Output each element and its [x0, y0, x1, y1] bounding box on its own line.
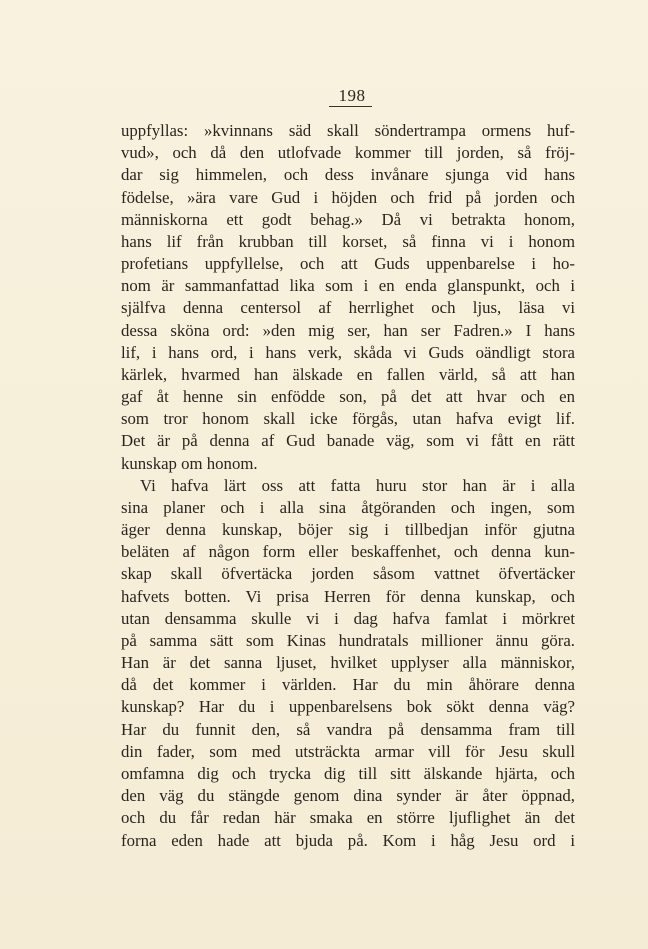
text-line: den väg du stängde genom dina synder är åter öppnad, — [121, 786, 575, 806]
text-line: själfva denna centersol af herrlighet och ljus, läsa vi — [121, 298, 575, 318]
text-line: äger denna kunskap, böjer sig i tillbedjan inför gjutna — [121, 520, 575, 540]
text-line: födelse, »ära vare Gud i höjden och frid på jorden och — [121, 187, 575, 207]
text-line: Det är på denna af Gud banade väg, som vi fått en rätt — [121, 431, 575, 451]
text-line: kärlek, hvarmed han älskade en fallen värld, så att han — [121, 364, 575, 384]
page-number-rule — [329, 106, 372, 107]
text-line: hans lif från krubban till korset, så finna vi i honom — [121, 231, 575, 251]
text-line: lif, i hans ord, i hans verk, skåda vi Guds oändligt stora — [121, 342, 575, 362]
text-line: vud», och då den utlofvade kommer till jorden, så fröj- — [121, 143, 575, 163]
text-line: utan densamma skulle vi i dag hafva famlat i mörkret — [121, 608, 575, 628]
text-line: din fader, som med utsträckta armar vill för Jesu skull — [121, 741, 575, 761]
text-line: och du får redan här smaka en större ljuflighet än det — [121, 808, 575, 828]
text-line: beläten af någon form eller beskaffenhet, och denna kun- — [121, 542, 575, 562]
text-line: forna eden hade att bjuda på. Kom i håg Jesu ord i — [121, 830, 575, 850]
text-line: sina planer och i alla sina åtgöranden och ingen, som — [121, 497, 575, 517]
text-line: skap skall öfvertäcka jorden såsom vattnet öfvertäcker — [121, 564, 575, 584]
text-line: nom är sammanfattad lika som i en enda glanspunkt, och i — [121, 276, 575, 296]
text-line: gaf åt henne sin enfödde son, på det att hvar och en — [121, 387, 575, 407]
body-text — [121, 120, 575, 852]
text-line: profetians uppfyllelse, och att Guds uppenbarelse i ho- — [121, 254, 575, 274]
text-line: kunskap om honom. — [121, 453, 258, 473]
text-line: dar sig himmelen, och dess invånare sjunga vid hans — [121, 165, 575, 185]
text-line: uppfyllas: »kvinnans säd skall söndertrampa ormens huf- — [121, 121, 575, 140]
text-line: Har du funnit den, så vandra på densamma fram till — [121, 719, 575, 739]
text-line: Han är det sanna ljuset, hvilket upplyser alla människor, — [121, 653, 575, 673]
text-line: Vi hafva lärt oss att fatta huru stor han är i alla — [140, 475, 575, 495]
text-line: dessa sköna ord: »den mig ser, han ser Fadren.» I hans — [121, 320, 575, 340]
text-line: på samma sätt som Kinas hundratals millioner ännu göra. — [121, 630, 575, 650]
text-line: omfamna dig och trycka dig till sitt älskande hjärta, och — [121, 763, 575, 783]
text-line: kunskap? Har du i uppenbarelsens bok sökt denna väg? — [121, 697, 575, 717]
text-line: människorna ett godt behag.» Då vi betrakta honom, — [121, 209, 575, 229]
text-line: som tror honom skall icke förgås, utan hafva evigt lif. — [121, 409, 575, 429]
page-number: 198 — [338, 86, 366, 105]
text-line: då det kommer i världen. Har du min åhörare denna — [121, 675, 575, 695]
text-line: hafvets botten. Vi prisa Herren för denna kunskap, och — [121, 586, 575, 606]
